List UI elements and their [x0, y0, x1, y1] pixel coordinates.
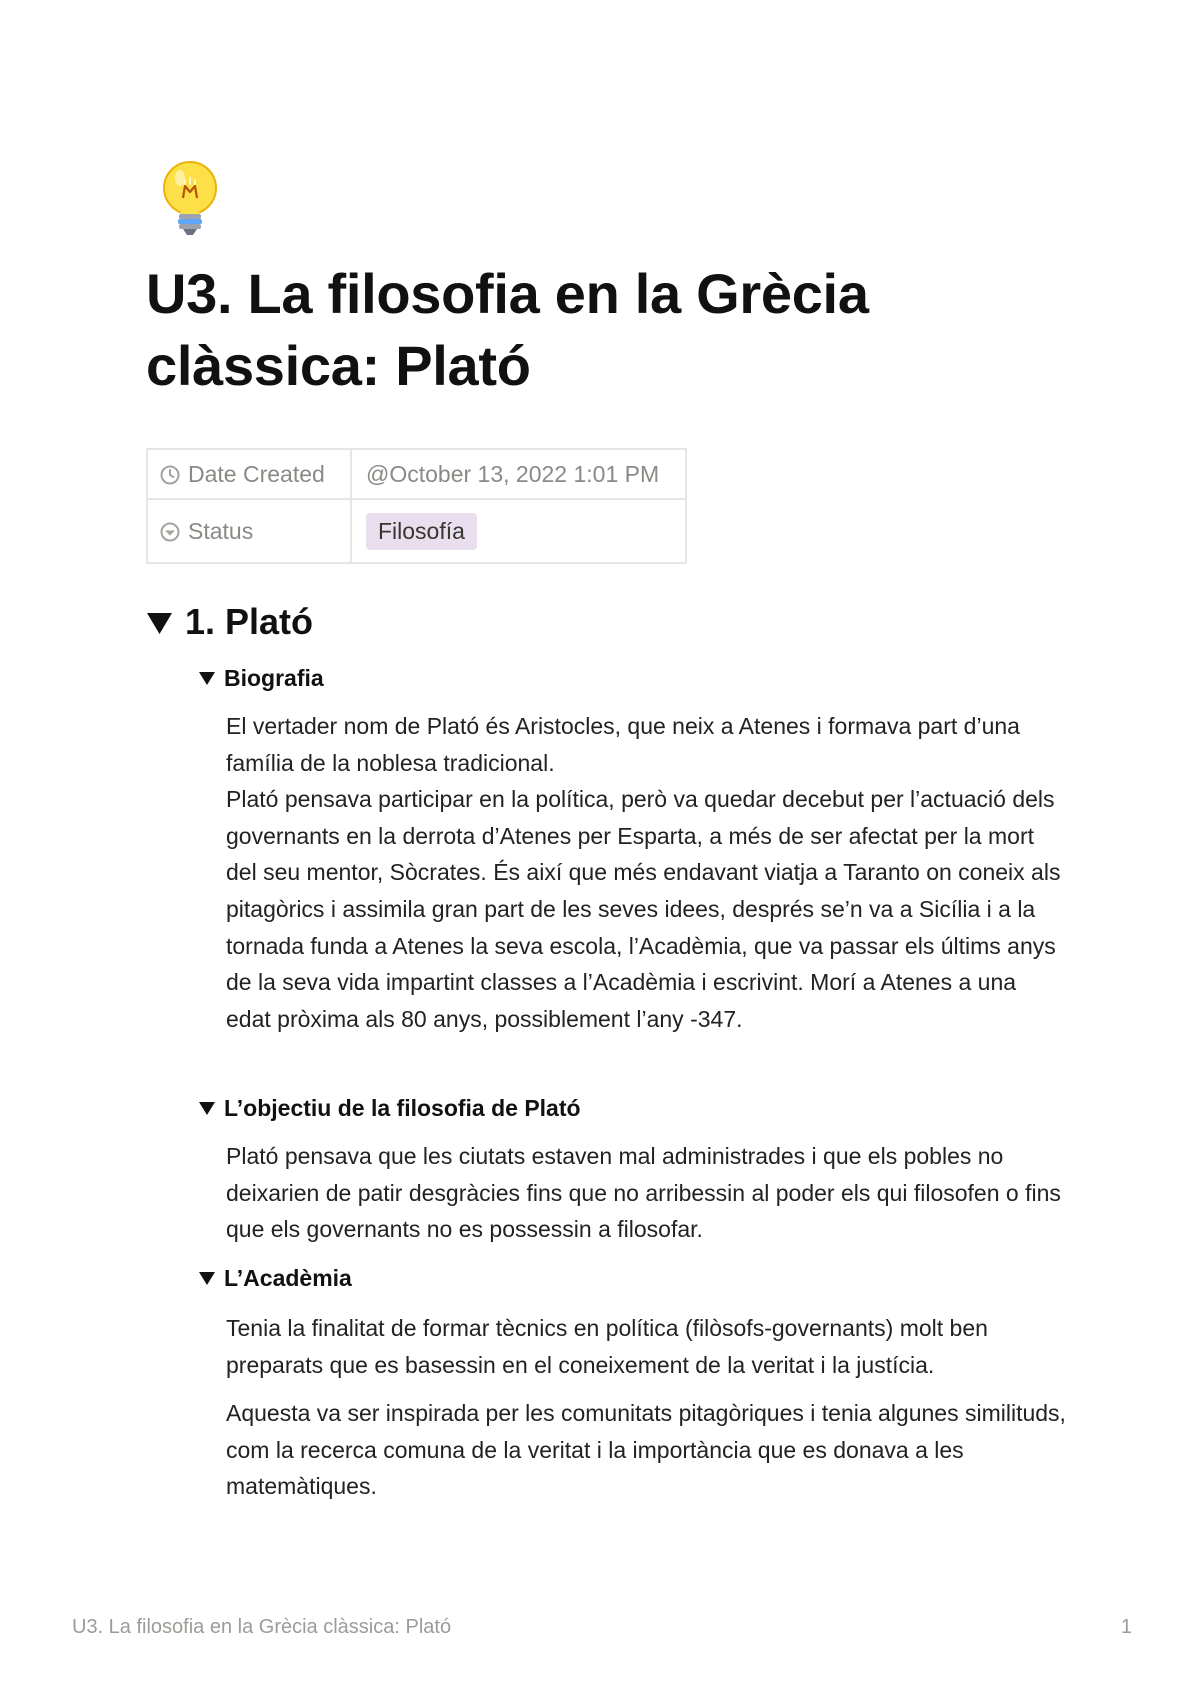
paragraph: Tenia la finalitat de formar tècnics en política (filòsofs-governants) molt ben preparats que es basessin en el coneixement de la veritat i la justícia.	[226, 1315, 988, 1378]
section-heading: 1. Plató	[185, 601, 314, 642]
footer-title: U3. La filosofia en la Grècia clàssica: Plató	[72, 1616, 452, 1638]
section-heading-toggle[interactable]	[146, 598, 313, 646]
paragraph: El vertader nom de Plató és Aristocles, que neix a Atenes i formava part d’una família de la noblesa tradicional. Plató pensava participar en la política, però va quedar decebut per l’actuació dels governants en la derrota d’Atenes per Esparta, a més de ser afectat per la mort del seu mentor, Sòcrates. És així que més endavant viatja a Taranto on coneix als pitagòrics i assimila gran part de les seves idees, després se’n va a Sicília i a la tornada funda a Atenes la seva escola, l’Acadèmia, que va passar els últims anys de la seva vida impartint classes a l’Acadèmia i escrivint. Morí a Atenes a una edat pròxima als 80 anys, possiblement l’any -347.	[226, 713, 1061, 1032]
status-tag[interactable]: Filosofía	[366, 513, 477, 550]
page-title: U3. La filosofia en la Grècia clàssica: Plató	[146, 262, 869, 397]
properties-table	[146, 448, 687, 564]
property-row-status	[147, 499, 686, 563]
toggle-heading-biografia[interactable]	[198, 662, 324, 694]
toggle-heading-label: L’objectiu de la filosofia de Plató	[224, 1095, 581, 1121]
paragraph: Plató pensava que les ciutats estaven mal administrades i que els pobles no deixarien de patir desgràcies fins que no arribessin al poder els qui filosofen o fins que els governants no es possessin a filosofar.	[226, 1143, 1061, 1243]
footer-page-number: 1	[1120, 1616, 1132, 1638]
property-row-date-created	[147, 449, 686, 499]
property-value[interactable]: @October 13, 2022 1:01 PM	[351, 449, 686, 499]
toggle-triangle-icon[interactable]	[198, 1270, 216, 1286]
clock-icon	[160, 465, 180, 485]
toggle-heading-academia[interactable]	[198, 1262, 352, 1294]
toggle-triangle-icon[interactable]	[198, 1100, 216, 1116]
toggle-heading-label: L’Acadèmia	[224, 1265, 352, 1291]
toggle-heading-objectiu[interactable]	[198, 1092, 581, 1124]
property-key	[147, 499, 351, 563]
toggle-heading-label: Biografia	[224, 665, 324, 691]
property-label: Date Created	[188, 460, 325, 487]
paragraph: Aquesta va ser inspirada per les comunitats pitagòriques i tenia algunes similituds, com la recerca comuna de la veritat i la importància que es donava a les matemàtiques.	[226, 1400, 1066, 1500]
property-value[interactable]	[351, 499, 686, 563]
toggle-triangle-icon[interactable]	[198, 670, 216, 686]
property-label: Status	[188, 517, 254, 544]
toggle-triangle-icon[interactable]	[146, 611, 173, 635]
status-icon	[160, 522, 180, 542]
lightbulb-icon	[155, 158, 225, 240]
property-key	[147, 449, 351, 499]
